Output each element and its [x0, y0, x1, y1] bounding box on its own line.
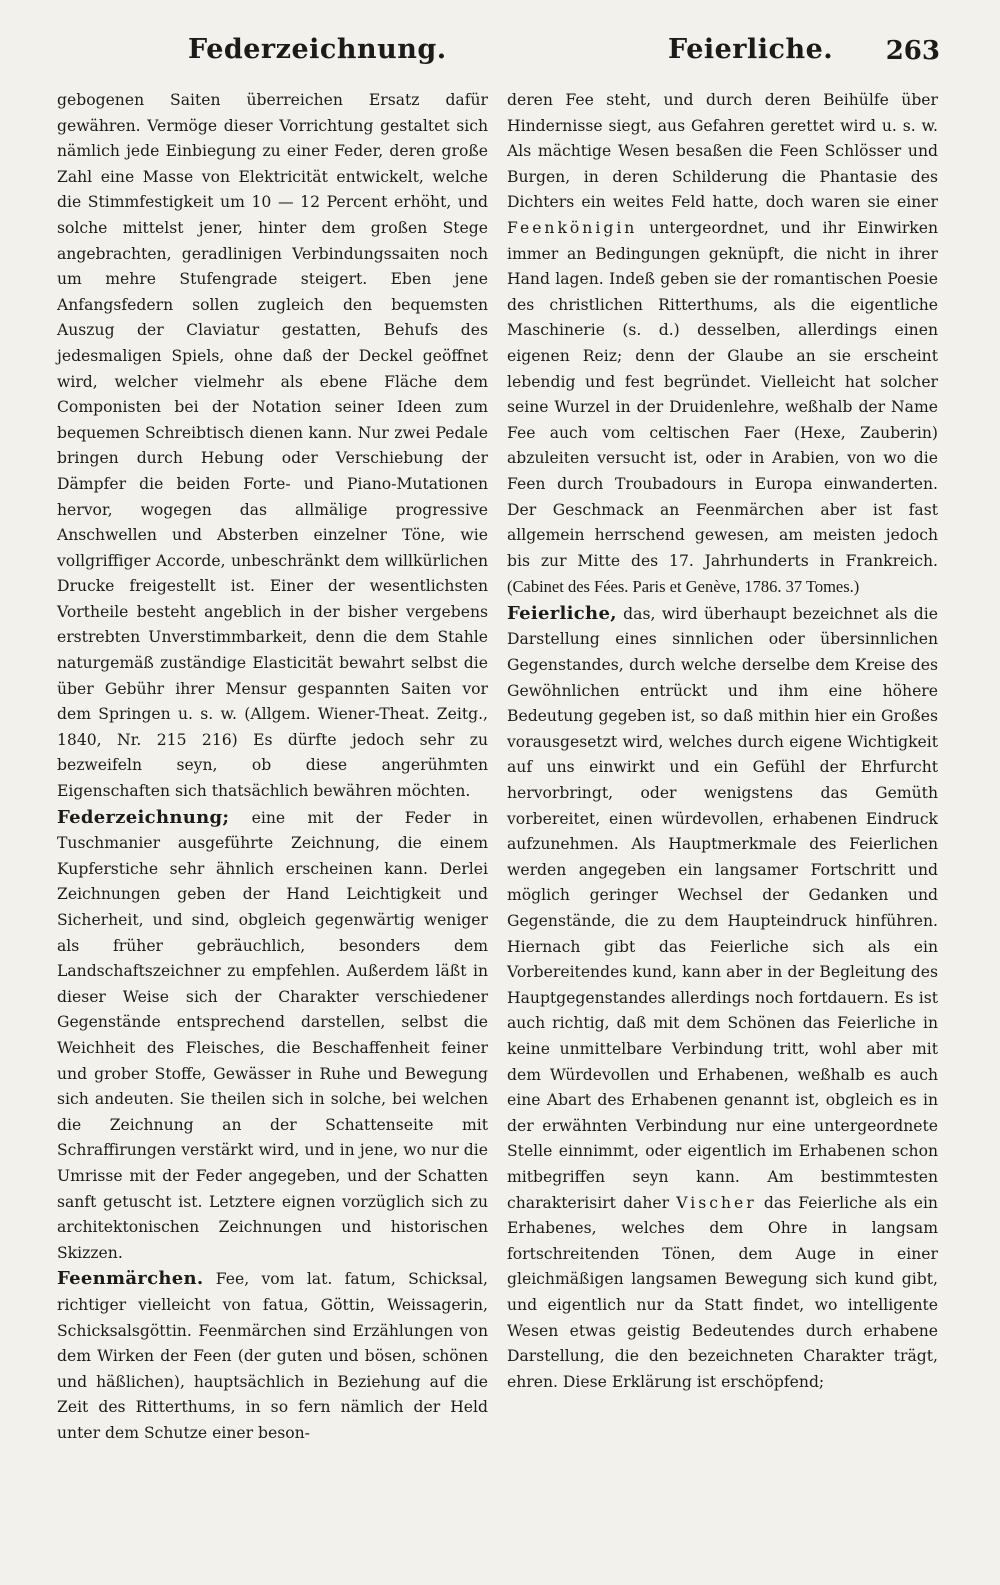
entry-text-feierliche-b: das Feierliche als ein Erhabenes, welches dem Ohre in langsam fortschreitenden Tönen, dem Auge in einer gleichmäßigen langsamen Bewegung sich kund gibt, und eigentlich nur da Statt findet, wo intelligente Wesen etwas geistig Bedeutendes durch erhabene Darstellung, die den bezeichneten Charakter trägt, ehren. Diese Erklärung ist erschöpfend;	[507, 1193, 938, 1391]
headword-federzeichnung: Federzeichnung;	[57, 806, 230, 828]
page-number: 263	[885, 36, 940, 66]
entry-feierliche	[507, 601, 938, 1395]
running-header	[56, 34, 940, 74]
header-left-keyword: Federzeichnung.	[188, 34, 447, 65]
entry-text-feierliche-a: das, wird überhaupt bezeichnet als die Darstellung eines sinnlichen oder übersinnlichen Gegenstandes, durch welche derselbe dem Kreise des Gewöhnlichen entrückt und ihm eine höhere Bedeutung gegeben ist, so daß mithin hier ein Großes vorausgesetzt wird, welches durch eigene Wichtigkeit auf uns einwirkt und ein Gefühl der Ehrfurcht hervorbringt, oder wenigstens das Gemüth vorbereitet, einen würdevollen, erhabenen Eindruck aufzunehmen. Als Hauptmerkmale des Feierlichen werden angegeben ein langsamer Fortschritt und möglich geringer Wechsel der Gedanken und Gegenstände, die zu dem Haupteindruck hinführen. Hiernach gibt das Feierliche sich als ein Vorbereitendes kund, kann aber in der Begleitung des Hauptgegenstandes allerdings noch fortdauern. Es ist auch richtig, daß mit dem Schönen das Feierliche in keine unmittelbare Verbindung tritt, wohl aber mit dem Würdevollen und Erhabenen, weßhalb es auch eine Abart des Erhabenen genannt ist, obgleich es in der erwähnten Verbindung nur eine untergeordnete Stelle einnimmt, oder eigentlich im Erhabenen schon mitbegriffen seyn kann. Am bestimmtesten charakterisirt daher	[507, 604, 938, 1212]
continued-paragraph: gebogenen Saiten überreichen Ersatz dafür gewähren. Vermöge dieser Vorrichtung gestaltet sich nämlich jede Einbiegung zu einer Feder, deren große Zahl eine Masse von Elektricität entwickelt, welche die Stimmfestigkeit um 10 — 12 Percent erhöht, und solche mittelst jener, hinter dem großen Stege angebrachten, geradlinigen Verbindungssaiten noch um mehre Stufengrade steigert. Eben jene Anfangsfedern sollen zugleich den bequemsten Auszug der Claviatur gestatten, Behufs des jedesmaligen Spiels, ohne daß der Deckel geöffnet wird, welcher vielmehr als ebene Fläche dem Componisten bei der Notation seiner Ideen zum bequemen Schreibtisch dienen kann. Nur zwei Pedale bringen durch Hebung oder Verschiebung der Dämpfer die beiden Forte- und Piano-Mutationen hervor, wogegen das allmälige progressive Anschwellen und Absterben einzelner Töne, wie vollgriffiger Accorde, unbeschränkt dem willkürlichen Drucke freigestellt ist. Einer der wesentlichsten Vortheile besteht angeblich in der bisher vergebens erstrebten Unverstimmbarkeit, denn die dem Stahle naturgemäß zuständige Elasticität bewahrt selbst die über Gebühr ihrer Mensur gespannten Saiten vor dem Springen u. s. w. (Allgem. Wiener-Theat. Zeitg., 1840, Nr. 215 216) Es dürfte jedoch sehr zu bezweifeln seyn, ob diese angerühmten Eigenschaften sich thatsächlich bewähren möchten.	[57, 91, 488, 801]
entry-feenmaerchen	[57, 1266, 488, 1446]
entry-text-feenmaerchen: Fee, vom lat. fatum, Schicksal, richtiger vielleicht von fatua, Göttin, Weissagerin, Schicksalsgöttin. Feenmärchen sind Erzählungen von dem Wirken der Feen (der guten und bösen, schönen und häßlichen), hauptsächlich in Beziehung auf die Zeit des Ritterthums, in so fern nämlich der Held unter dem Schutze einer beson-	[57, 1270, 488, 1442]
entry-federzeichnung	[57, 805, 488, 1267]
text-part-a: deren Fee steht, und durch deren Beihülfe über Hindernisse siegt, aus Gefahren gerettet wird u. s. w. Als mächtige Wesen besaßen die Feen Schlösser und Burgen, in deren Schilderung die Phantasie des Dichters ein weites Feld hatte, doch waren sie einer	[507, 91, 938, 212]
headword-feenmaerchen: Feenmärchen.	[57, 1268, 204, 1290]
text-part-b: untergeordnet, und ihr Einwirken immer an Bedingungen geknüpft, die nicht in ihrer Hand lagen. Indeß geben sie der romantischen Poesie des christlichen Ritterthums, als die eigentliche Maschinerie (s. d.) desselben, allerdings einen eigenen Reiz; denn der Glaube an sie erscheint lebendig und fest begründet. Vielleicht hat solcher seine Wurzel in der Druidenlehre, weßhalb der Name Fee auch vom celtischen Faer (Hexe, Zauberin) abzuleiten versucht ist, oder in Arabien, von wo die Feen durch Troubadours in Europa einwanderten. Der Geschmack an Feenmärchen aber ist fast allgemein herrschend gewesen, am meisten jedoch bis zur Mitte des 17. Jahrhunderts in Frankreich.	[507, 218, 938, 570]
headword-feierliche: Feierliche,	[507, 602, 617, 624]
header-right-keyword: Feierliche.	[668, 34, 834, 65]
spaced-term-feenkoenigin: Feenkönigin	[507, 218, 638, 237]
left-column	[57, 88, 488, 1446]
spaced-name-vischer: Vischer	[676, 1193, 757, 1212]
right-column	[507, 88, 938, 1395]
continued-paragraph-feen	[507, 88, 938, 601]
entry-text-federzeichnung: eine mit der Feder in Tuschmanier ausgeführte Zeichnung, die einem Kupferstiche sehr ähnlich erscheinen kann. Derlei Zeichnungen geben der Hand Leichtigkeit und Sicherheit, und sind, obgleich gegenwärtig weniger als früher gebräuchlich, besonders dem Landschaftszeichner zu empfehlen. Außerdem läßt in dieser Weise sich der Charakter verschiedener Gegenstände entsprechend darstellen, selbst die Weichheit des Fleisches, die Beschaffenheit feiner und grober Stoffe, Gewässer in Ruhe und Bewegung sich andeuten. Sie theilen sich in solche, bei welchen die Zeichnung an der Schattenseite mit Schraffirungen verstärkt wird, und in jene, wo nur die Umrisse mit der Feder angegeben, und der Schatten sanft getuscht ist. Letztere eignen vorzüglich sich zu architektonischen Zeichnungen und historischen Skizzen.	[57, 808, 488, 1262]
citation-cabinet: (Cabinet des Fées. Paris et Genève, 1786. 37 Tomes.)	[507, 577, 860, 597]
